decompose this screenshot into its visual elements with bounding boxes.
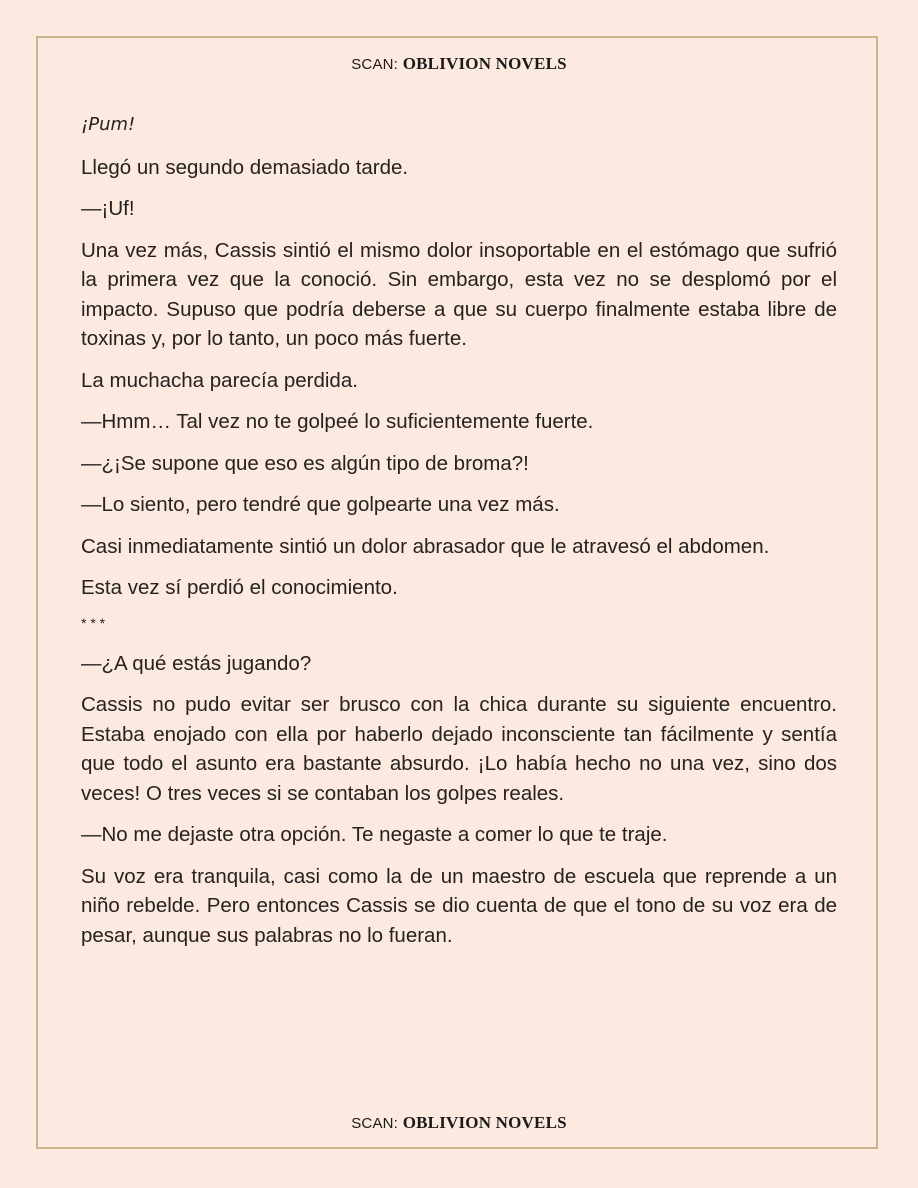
- paragraph: Su voz era tranquila, casi como la de un maestro de escuela que reprende a un niño rebelde. Pero entonces Cassis se dio cuenta de que el tono de su voz era de pesar, aunque sus palabras no lo fueran.: [81, 864, 837, 947]
- paragraph: Esta vez sí perdió el conocimiento.: [81, 576, 398, 599]
- paragraph: ¡Pum!: [81, 114, 136, 135]
- paragraph: —Hmm… Tal vez no te golpeé lo suficientemente fuerte.: [81, 410, 594, 433]
- scan-header: [0, 54, 918, 74]
- paragraph: —¡Uf!: [81, 197, 135, 220]
- footer-scan-label: SCAN:: [351, 1115, 399, 1132]
- scan-footer: [0, 1113, 918, 1133]
- page-text: [81, 110, 837, 962]
- paragraph: —Lo siento, pero tendré que golpearte una vez más.: [81, 493, 560, 516]
- paragraph: —¿A qué estás jugando?: [81, 651, 312, 675]
- paragraph: La muchacha parecía perdida.: [81, 368, 358, 392]
- scene-break: * * *: [81, 614, 106, 631]
- paragraph: Casi inmediatamente sintió un dolor abrasador que le atravesó el abdomen.: [81, 534, 770, 558]
- paragraph: Cassis no pudo evitar ser brusco con la chica durante su siguiente encuentro. Estaba enojado con ella por haberlo dejado inconsciente tan fácilmente y sentía que todo el asunto era bastante absurdo. ¡Lo había hecho no una vez, sino dos veces! O tres veces si se contaban los golpes reales.: [81, 693, 837, 805]
- paragraph: —¿¡Se supone que eso es algún tipo de broma?!: [81, 451, 529, 475]
- header-scan-label: SCAN:: [351, 56, 399, 73]
- header-brand: OBLIVION NOVELS: [402, 54, 567, 73]
- paragraph: Llegó un segundo demasiado tarde.: [81, 155, 409, 179]
- paragraph: —No me dejaste otra opción. Te negaste a comer lo que te traje.: [81, 823, 668, 846]
- footer-brand: OBLIVION NOVELS: [402, 1113, 567, 1132]
- paragraph: Una vez más, Cassis sintió el mismo dolor insoportable en el estómago que sufrió la primera vez que la conoció. Sin embargo, esta vez no se desplomó por el impacto. Supuso que podría deberse a que su cuerpo finalmente estaba libre de toxinas y, por lo tanto, un poco más fuerte.: [81, 238, 837, 350]
